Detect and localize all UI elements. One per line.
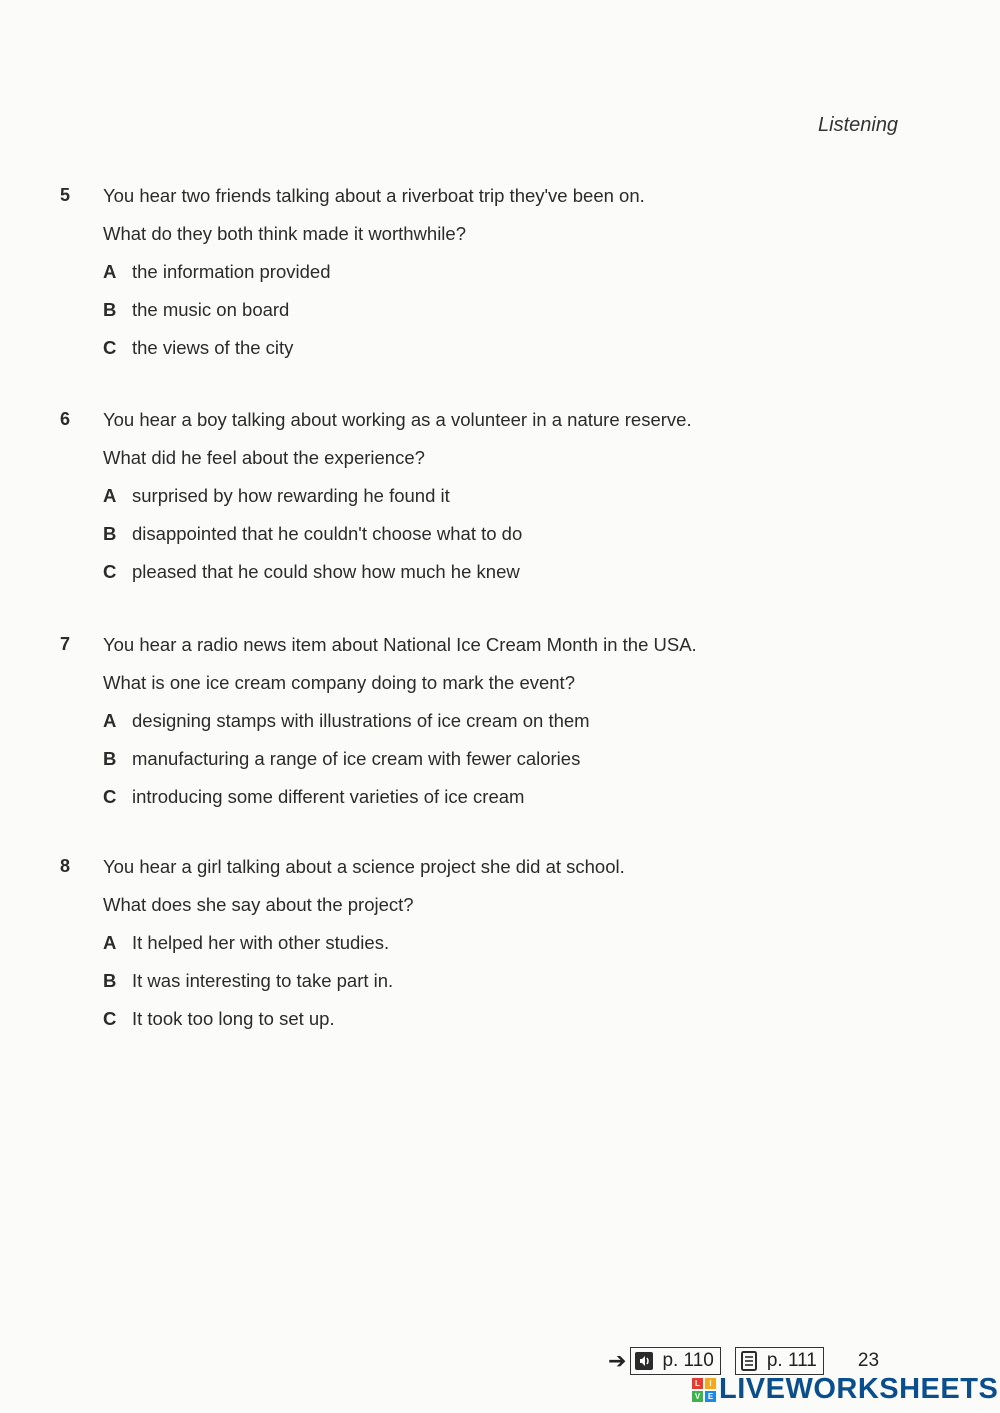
question-text: What did he feel about the experience? — [103, 447, 425, 468]
option-a[interactable] — [103, 253, 940, 291]
question-number: 5 — [60, 185, 71, 205]
page-footer — [608, 1346, 879, 1376]
option-text: designing stamps with illustrations of ice cream on them — [132, 710, 590, 731]
option-letter: C — [103, 337, 117, 358]
option-letter: B — [103, 299, 117, 320]
option-c[interactable] — [103, 1000, 940, 1038]
brand-name: LIVEWORKSHEETS — [719, 1373, 999, 1405]
question-number: 8 — [60, 856, 71, 876]
question-prompt: You hear a boy talking about working as a volunteer in a nature reserve. — [103, 409, 692, 430]
question-5 — [60, 177, 940, 367]
logo-letter: V — [692, 1391, 703, 1402]
question-7 — [60, 626, 940, 816]
option-letter: A — [103, 485, 117, 506]
option-text: It took too long to set up. — [132, 1008, 335, 1029]
question-text: What do they both think made it worthwhile? — [103, 223, 466, 244]
option-a[interactable] — [103, 477, 940, 515]
option-a[interactable] — [103, 702, 940, 740]
question-prompt: You hear a radio news item about National Ice Cream Month in the USA. — [103, 634, 697, 655]
question-number: 6 — [60, 409, 71, 429]
option-letter: B — [103, 970, 117, 991]
question-6 — [60, 401, 940, 591]
option-letter: A — [103, 932, 117, 953]
option-text: pleased that he could show how much he knew — [132, 561, 520, 582]
option-b[interactable] — [103, 962, 940, 1000]
option-letter: A — [103, 710, 117, 731]
question-text: What does she say about the project? — [103, 894, 414, 915]
question-number: 7 — [60, 634, 71, 654]
option-letter: B — [103, 523, 117, 544]
reference-link-p110[interactable] — [630, 1347, 720, 1375]
logo-grid-icon — [692, 1378, 716, 1402]
arrow-right-icon: ➔ — [608, 1348, 627, 1373]
option-text: introducing some different varieties of ice cream — [132, 786, 525, 807]
reference-label: p. 110 — [662, 1350, 714, 1371]
option-letter: C — [103, 786, 117, 807]
option-text: the views of the city — [132, 337, 294, 358]
section-title: Listening — [818, 114, 899, 136]
reference-link-p111[interactable] — [735, 1347, 824, 1375]
option-text: the information provided — [132, 261, 331, 282]
notebook-icon — [739, 1351, 759, 1371]
question-8 — [60, 848, 940, 1038]
option-b[interactable] — [103, 291, 940, 329]
option-text: It helped her with other studies. — [132, 932, 390, 953]
option-text: surprised by how rewarding he found it — [132, 485, 450, 506]
liveworksheets-logo — [692, 1373, 998, 1406]
option-c[interactable] — [103, 553, 940, 591]
option-letter: B — [103, 748, 117, 769]
option-c[interactable] — [103, 329, 940, 367]
logo-letter: L — [692, 1378, 703, 1389]
page-number: 23 — [857, 1350, 880, 1371]
option-c[interactable] — [103, 778, 940, 816]
option-text: disappointed that he couldn't choose what to do — [132, 523, 523, 544]
speaker-square-icon — [634, 1351, 654, 1371]
option-b[interactable] — [103, 515, 940, 553]
option-letter: A — [103, 261, 117, 282]
option-text: It was interesting to take part in. — [132, 970, 394, 991]
option-letter: C — [103, 1008, 117, 1029]
option-b[interactable] — [103, 740, 940, 778]
reference-label: p. 111 — [766, 1350, 817, 1371]
question-prompt: You hear two friends talking about a riverboat trip they've been on. — [103, 185, 645, 206]
logo-letter: I — [705, 1378, 716, 1389]
option-text: manufacturing a range of ice cream with fewer calories — [132, 748, 581, 769]
question-text: What is one ice cream company doing to mark the event? — [103, 672, 575, 693]
option-a[interactable] — [103, 924, 940, 962]
logo-letter: E — [705, 1391, 716, 1402]
option-letter: C — [103, 561, 117, 582]
question-prompt: You hear a girl talking about a science project she did at school. — [103, 856, 625, 877]
option-text: the music on board — [132, 299, 290, 320]
